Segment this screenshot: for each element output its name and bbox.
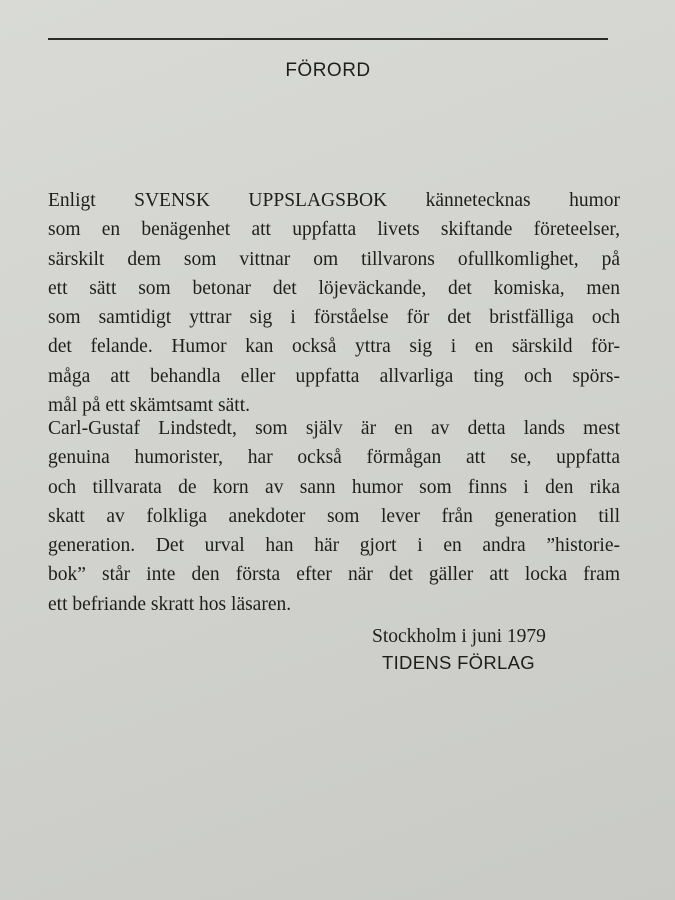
publisher-name: TIDENS FÖRLAG bbox=[382, 652, 535, 673]
text-line: genuina humorister, har också förmågan att se, uppfatta bbox=[48, 447, 620, 469]
text-line: och tillvarata de korn av sann humor som finns i den rika bbox=[48, 476, 620, 498]
text-line: som samtidigt yttrar sig i förståelse för det bristfälliga och bbox=[48, 307, 620, 329]
text-line: Carl-Gustaf Lindstedt, som själv är en av detta lands mest bbox=[48, 418, 620, 439]
top-rule bbox=[48, 38, 608, 40]
text-line: det felande. Humor kan också yttra sig i en särskild för- bbox=[48, 336, 620, 358]
text-line: särskilt dem som vittnar om tillvarons ofullkomlighet, på bbox=[48, 248, 620, 270]
paragraph-2 bbox=[48, 414, 620, 619]
text-line: måga att behandla eller uppfatta allvarliga ting och spörs- bbox=[48, 365, 620, 387]
text-line: ett sätt som betonar det löjeväckande, det komiska, men bbox=[48, 277, 620, 299]
text-line: bok” står inte den första efter när det gäller att locka fram bbox=[48, 564, 620, 586]
paragraph-1 bbox=[48, 186, 620, 420]
place-date: Stockholm i juni 1979 bbox=[372, 626, 546, 647]
signature-block bbox=[372, 624, 546, 676]
text-line: som en benägenhet att uppfatta livets skiftande företeelser, bbox=[48, 219, 620, 241]
text-line: skatt av folkliga anekdoter som lever från generation till bbox=[48, 505, 620, 527]
text-line: mål på ett skämtsamt sätt. bbox=[48, 395, 250, 417]
text-line: generation. Det urval han här gjort i en andra ”historie- bbox=[48, 535, 620, 557]
text-line: Enligt SVENSK UPPSLAGSBOK kännetecknas humor bbox=[48, 190, 620, 211]
text-line: ett befriande skratt hos läsaren. bbox=[48, 593, 292, 615]
page-heading: FÖRORD bbox=[285, 60, 371, 81]
